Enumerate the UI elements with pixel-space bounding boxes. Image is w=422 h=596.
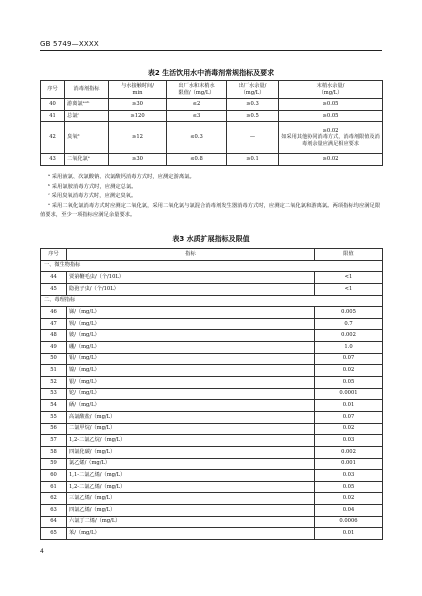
table-cell: 锑/（mg/L）	[67, 307, 315, 319]
table-row	[41, 365, 383, 377]
table-cell: 高氯酸盐/（mg/L）	[67, 411, 315, 423]
table-row	[41, 505, 383, 517]
table-row	[41, 342, 383, 354]
table-row	[41, 307, 383, 319]
table-cell: 钡/（mg/L）	[67, 318, 315, 330]
page-number: 4	[40, 548, 44, 555]
table-cell: 49	[41, 342, 67, 354]
table-cell: 47	[41, 318, 67, 330]
group-row-microbiological	[41, 260, 383, 272]
table-cell: ≥0.05	[279, 110, 383, 122]
table-cell: 62	[41, 493, 67, 505]
table-cell: 0.002	[315, 446, 383, 458]
table-row	[41, 493, 383, 505]
table-cell: 63	[41, 505, 67, 517]
table-row	[41, 388, 383, 400]
table2-column-header: 出厂水余量/ （mg/L）	[227, 81, 279, 99]
table2-notes	[40, 173, 382, 221]
table-cell: 52	[41, 377, 67, 389]
table-cell: 0.002	[315, 330, 383, 342]
table-cell: 0.03	[315, 435, 383, 447]
table-row	[41, 99, 383, 111]
table-cell: ≥0.5	[227, 110, 279, 122]
table-cell: 0.05	[315, 481, 383, 493]
table-cell: 56	[41, 423, 67, 435]
table-row	[41, 528, 383, 540]
table-row	[41, 470, 383, 482]
table-cell: 游离氯ᵃ⁺ᵇ	[65, 99, 109, 111]
table-cell: 64	[41, 516, 67, 528]
table-cell: 三氯乙烯/（mg/L）	[67, 493, 315, 505]
table-cell: 40	[41, 99, 65, 111]
table-cell: 隐孢子虫/（个/10L）	[67, 283, 315, 295]
table3-header-row	[41, 249, 383, 261]
table-cell: 硒/（mg/L）	[67, 400, 315, 412]
table-cell: 银/（mg/L）	[67, 377, 315, 389]
table-cell: ≥0.05	[279, 99, 383, 111]
table-cell: 42	[41, 122, 65, 154]
table-cell: ≤3	[167, 110, 227, 122]
table-row	[41, 516, 383, 528]
table-row	[41, 318, 383, 330]
table-cell: ≤2	[167, 99, 227, 111]
table-cell: 43	[41, 154, 65, 166]
table3-column-header: 指标	[67, 249, 315, 261]
table-cell: 四氯化碳/（mg/L）	[67, 446, 315, 458]
table-cell: 铍/（mg/L）	[67, 330, 315, 342]
table-cell: 苯/（mg/L）	[67, 528, 315, 540]
table-cell: 贾第鞭毛虫/（个/10L）	[67, 272, 315, 284]
table-cell: 钼/（mg/L）	[67, 353, 315, 365]
table-cell: ≥30	[109, 154, 167, 166]
table-row	[41, 446, 383, 458]
table-cell: 1,2-二氯乙烷/（mg/L）	[67, 435, 315, 447]
table-cell: 总氯ᶜ	[65, 110, 109, 122]
group-row-toxicological	[41, 295, 383, 307]
table-cell: 0.001	[315, 458, 383, 470]
table-row	[41, 400, 383, 412]
table-row	[41, 423, 383, 435]
table-cell: 57	[41, 435, 67, 447]
table-cell: 0.02	[315, 493, 383, 505]
table-cell: 0.02	[315, 365, 383, 377]
table-row	[41, 122, 383, 154]
table-cell: 55	[41, 411, 67, 423]
table-cell: 0.01	[315, 400, 383, 412]
table2-disinfectant-indicators	[40, 80, 383, 166]
table-cell: 1,1-二氯乙烯/（mg/L）	[67, 470, 315, 482]
table-cell: 0.04	[315, 505, 383, 517]
table2-header-row	[41, 81, 383, 99]
table-cell: 二氯甲烷/（mg/L）	[67, 423, 315, 435]
table3-column-header: 限值	[315, 249, 383, 261]
table3-extended-indicators	[40, 248, 383, 540]
table-cell: 53	[41, 388, 67, 400]
table-cell: <1	[315, 272, 383, 284]
table-cell: 臭氧ᵈ	[65, 122, 109, 154]
table-row	[41, 435, 383, 447]
table-row	[41, 272, 383, 284]
table2-note: ᶜ 采用臭氧消毒方式时，应测定臭氧。	[48, 193, 137, 199]
table-row	[41, 154, 383, 166]
table2-column-header: 消毒剂指标	[65, 81, 109, 99]
table-cell: 50	[41, 353, 67, 365]
table-cell: 51	[41, 365, 67, 377]
table2-column-header: 末梢水余量/ （mg/L）	[279, 81, 383, 99]
table-cell: 46	[41, 307, 67, 319]
table2-column-header: 与水接触时间/ min	[109, 81, 167, 99]
table-row	[41, 411, 383, 423]
table-cell: ≥0.3	[227, 99, 279, 111]
table-cell: 镍/（mg/L）	[67, 365, 315, 377]
table-cell: ≥30	[109, 99, 167, 111]
table-cell: 60	[41, 470, 67, 482]
table-cell: ≤0.8	[167, 154, 227, 166]
table-row	[41, 110, 383, 122]
table2-column-header: 出厂水和末梢水 限值/（mg/L）	[167, 81, 227, 99]
table-cell: 六氯丁二烯/（mg/L）	[67, 516, 315, 528]
table-cell: 0.07	[315, 353, 383, 365]
table-row	[41, 330, 383, 342]
table-row	[41, 353, 383, 365]
table-cell: ≥120	[109, 110, 167, 122]
table-cell: 0.02	[315, 423, 383, 435]
table2-note: ᵇ 采用氯胺消毒方式时，应测定总氯。	[48, 183, 137, 190]
table-cell: 45	[41, 283, 67, 295]
table-cell: 0.01	[315, 528, 383, 540]
table-cell: 41	[41, 110, 65, 122]
table2-title: 表2 生活饮用水中消毒剂常规指标及要求	[147, 69, 275, 77]
table-cell: 58	[41, 446, 67, 458]
header-rule	[40, 50, 382, 51]
table3-column-header: 序号	[41, 249, 67, 261]
table-cell: 氯乙烯/（mg/L）	[67, 458, 315, 470]
table2-note: ᵉ 采用二氧化氯消毒方式时应测定二氧化氯，采用二氧化氯与氯混合消毒剂发生器消毒方式时，应测定二氧化氯和游离氯。两项指标均应满足限值要求，至少一项指标应满足余量要求。	[40, 202, 381, 218]
group-label: 一、微生物指标	[41, 260, 383, 272]
table-cell: 61	[41, 481, 67, 493]
table-cell: 1.0	[315, 342, 383, 354]
group-label: 二、毒理指标	[41, 295, 383, 307]
table-cell: 0.7	[315, 318, 383, 330]
table-cell: 硼/（mg/L）	[67, 342, 315, 354]
table-cell: 0.07	[315, 411, 383, 423]
table-cell: 48	[41, 330, 67, 342]
table-cell: 1,2-二氯乙烯/（mg/L）	[67, 481, 315, 493]
table-cell: 0.0006	[315, 516, 383, 528]
table-cell: 二氧化氯ᵉ	[65, 154, 109, 166]
table-cell: ≤0.3	[167, 122, 227, 154]
table-row	[41, 283, 383, 295]
table-row	[41, 458, 383, 470]
table-cell: <1	[315, 283, 383, 295]
document-code: GB 5749—XXXX	[40, 40, 99, 48]
table-cell: 59	[41, 458, 67, 470]
table-cell: 44	[41, 272, 67, 284]
table-row	[41, 481, 383, 493]
table3-title: 表3 水质扩展指标及限值	[172, 235, 250, 243]
table-cell: 铊/（mg/L）	[67, 388, 315, 400]
table-cell: ≥0.02	[279, 154, 383, 166]
table-cell: 0.005	[315, 307, 383, 319]
table-cell: ≥0.1	[227, 154, 279, 166]
table-cell: 0.0001	[315, 388, 383, 400]
table-cell: 54	[41, 400, 67, 412]
table-cell: 四氯乙烯/（mg/L）	[67, 505, 315, 517]
table-cell: 0.05	[315, 377, 383, 389]
table-cell: ≥12	[109, 122, 167, 154]
table-cell: —	[227, 122, 279, 154]
table-cell: 0.03	[315, 470, 383, 482]
table2-note: ᵃ 采用液氯、次氯酸钠、次氯酸钙消毒方式时，应测定游离氯。	[48, 174, 195, 180]
table-cell: ≥0.02 如采用其他协同消毒方式，消毒剂限值及消毒剂余量应满足相应要求	[279, 122, 383, 154]
table-cell: 65	[41, 528, 67, 540]
table2-column-header: 序号	[41, 81, 65, 99]
table-row	[41, 377, 383, 389]
